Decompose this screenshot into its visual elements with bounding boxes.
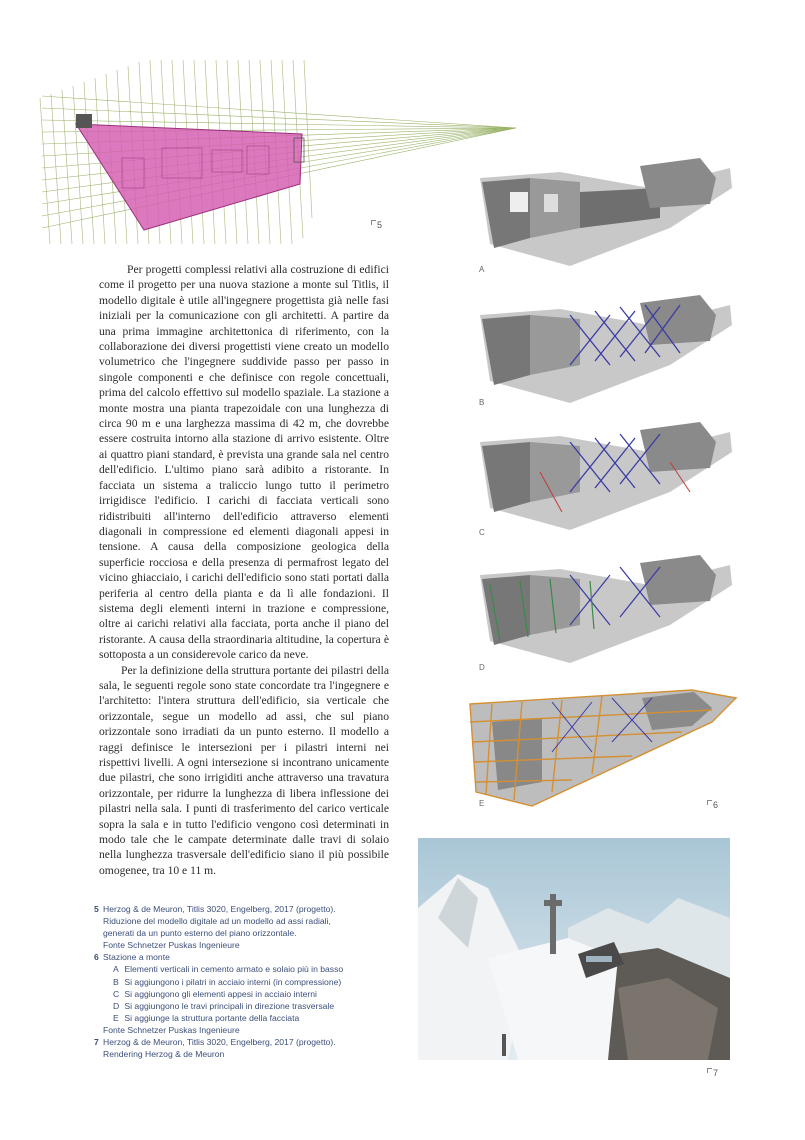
figure-7-rendering — [418, 838, 730, 1060]
caption-5 — [94, 903, 394, 951]
caption-line: generati da un punto esterno del piano orizzontale. — [103, 928, 297, 939]
caption-line: Herzog & de Meuron, Titlis 3020, Engelberg, 2017 (progetto). — [103, 904, 336, 914]
cable-car-pylon — [502, 1034, 506, 1056]
caption-6 — [94, 951, 394, 1036]
figure-5-plan-diagram — [32, 58, 522, 244]
caption-6-title: Stazione a monte — [103, 952, 170, 963]
stage-label-a: A — [479, 265, 485, 274]
caption-line: Fonte Schnetzer Puskas Ingenieure — [103, 940, 240, 951]
caption-6-source: Fonte Schnetzer Puskas Ingenieure — [103, 1024, 240, 1035]
caption-5-number: 5 — [94, 904, 99, 914]
caption-7 — [94, 1036, 394, 1060]
caption-6-item-c: C Si aggiungono gli elementi appesi in acciaio interni — [113, 988, 317, 999]
caption-7-number: 7 — [94, 1037, 99, 1048]
figure-6-stage-d — [470, 545, 742, 669]
caption-6-item-e: E Si aggiunge la struttura portante della facciata — [113, 1012, 300, 1023]
paragraph-1: Per progetti complessi relativi alla costruzione di edifici come il progetto per una nuova stazione a monte sul Titlis, il modello digitale è utile all'ingegnere progettista già nelle fasi iniziali per la comunicazione con gli architetti. A partire da una prima immagine architettonica di riferimento, con la collaborazione dei diversi progettisti viene creato un modello volumetrico che l'ingegnere suddivide passo per passo in singole componenti e che definisce con regole concettuali, prima del calcolo effettivo sul modello spaziale. La stazione a monte mostra una pianta trapezoidale con una lunghezza di circa 90 m e una larghezza massima di 42 m, che dovrebbe essere costruita intorno alla stazione di arrivo esistente. Oltre ai quattro piani standard, è prevista una grande sala nel centro dell'edificio. L'ultimo piano sarà adibito a ristorante. In facciata un sistema a traliccio lungo tutto il perimetro irrigidisce l'edificio. I carichi di facciata verticali sono ridistribuiti all'interno dell'edificio attraverso elementi diagonali in compressione ed elementi diagonali appesi in tensione. A causa della composizione geologica della superficie rocciosa e della presenza di permafrost legato del vicino ghiacciaio, i carichi dell'edificio sono stati portati dalla periferia al centro della pianta e da lì alle fondazioni. Il sistema degli elementi interni in trazione e compressione, oltre ai carichi relativi alla facciata, porta anche il piano del ristorante. A causa della straordinaria altitudine, la copertura è sottoposta a un considerevole carico da neve. — [99, 263, 389, 662]
figure-6-number: 6 — [707, 800, 718, 810]
caption-line: Riduzione del modello digitale ad un modello ad assi radiali, — [103, 916, 331, 927]
figure-5-number: 5 — [371, 220, 382, 230]
caption-6-number: 6 — [94, 952, 99, 963]
existing-station-block — [76, 114, 92, 128]
caption-line: Herzog & de Meuron, Titlis 3020, Engelberg, 2017 (progetto). — [103, 1037, 336, 1048]
figure-captions — [94, 903, 394, 1060]
figure-6-stage-a — [470, 148, 742, 268]
stage-label-c: C — [479, 528, 485, 537]
caption-6-item-d: D Si aggiungono le travi principali in direzione trasversale — [113, 1000, 335, 1011]
figure-6-stage-c — [470, 412, 742, 532]
caption-line: Rendering Herzog & de Meuron — [103, 1049, 225, 1060]
caption-6-item-b: B Si aggiungono i pilatri in acciaio interni (in compressione) — [113, 976, 342, 987]
stage-label-d: D — [479, 663, 485, 672]
paragraph-2: Per la definizione della struttura portante dei pilastri della sala, le seguenti regole sono state concordate tra l'ingegnere e l'architetto: l'intera struttura dell'edificio, sia verticale che orizzontale, segue un modello ad assi, che sul piano orizzontale sono irradiati da un punto esterno. Il modello a raggi definisce le intersezioni per i pilastri interni nei rispettivi livelli. A ogni intersezione si incontrano unicamente due pilastri, che sono irrigiditi anche attraverso una travatura orizzontale, per ridurre la lunghezza di libera inflessione dei pilastri nella sala. I punti di trasferimento del carico verticale sopra la sala e in tutto l'edificio vengono così determinati in modo tale che le campate determinate dalle travi di solaio nella lunghezza trasversale dell'edificio siano il più possibile omogenee, tra 10 e 11 m. — [99, 663, 389, 877]
article-body — [99, 262, 389, 878]
figure-6-stage-e — [462, 682, 744, 807]
caption-6-item-a: A Elementi verticali in cemento armato e solaio più in basso — [113, 964, 344, 975]
figure-6-stage-b — [470, 285, 742, 405]
stage-label-e: E — [479, 799, 485, 808]
figure-7-number: 7 — [707, 1068, 718, 1078]
stage-label-b: B — [479, 398, 485, 407]
